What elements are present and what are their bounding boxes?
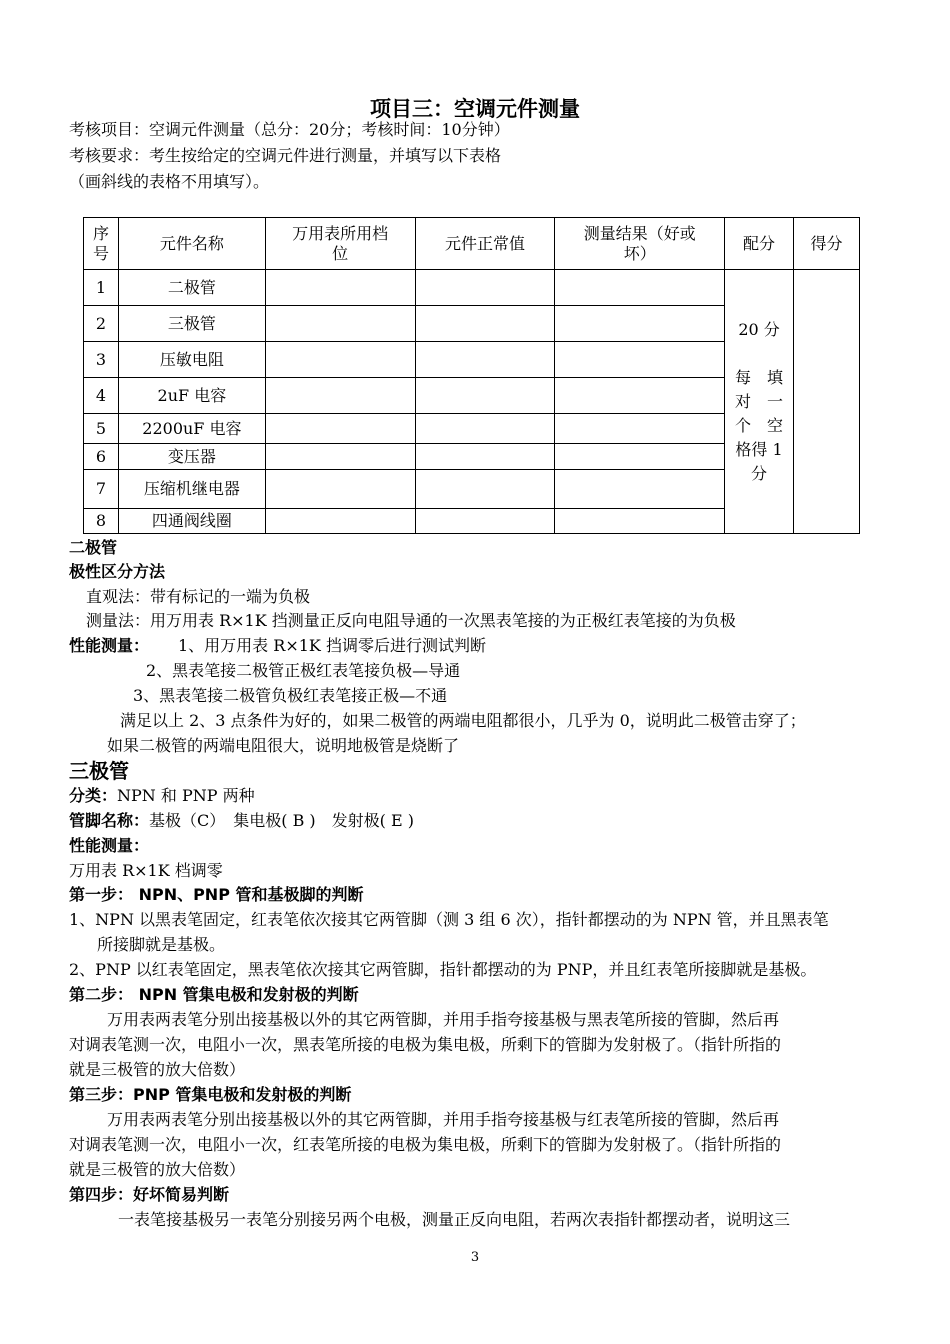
header-result: 测量结果（好或 坏） — [555, 218, 725, 270]
header-range: 万用表所用档 位 — [265, 218, 415, 270]
diode-perf-3: 3、黑表笔接二极管负极红表笔接正极—不通 — [133, 686, 448, 705]
header-no: 序 号 — [84, 218, 119, 270]
transistor-heading: 三极管 — [69, 759, 129, 783]
result-cell[interactable] — [555, 342, 725, 378]
table-row — [84, 270, 860, 306]
row-no: 8 — [84, 509, 119, 534]
range-cell[interactable] — [265, 342, 415, 378]
intro-line-2: 考核要求：考生按给定的空调元件进行测量，并填写以下表格 — [69, 146, 502, 165]
score-cell[interactable] — [794, 270, 860, 534]
transistor-class-text: NPN 和 PNP 两种 — [117, 786, 255, 805]
normal-value-cell[interactable] — [415, 509, 555, 534]
row-no: 7 — [84, 470, 119, 509]
result-cell[interactable] — [555, 444, 725, 470]
diode-visual-method: 直观法：带有标记的一端为负极 — [86, 587, 311, 606]
result-cell[interactable] — [555, 414, 725, 444]
page-title: 项目三：空调元件测量 — [370, 97, 580, 121]
transistor-pins-text: 基极（C） 集电极( B ) 发射极( E ) — [149, 811, 415, 830]
row-no: 6 — [84, 444, 119, 470]
intro-line-3: （画斜线的表格不用填写）。 — [69, 172, 270, 191]
result-cell[interactable] — [555, 270, 725, 306]
header-name: 元件名称 — [118, 218, 265, 270]
page-number: 3 — [470, 1250, 480, 1265]
step2-line-3: 就是三极管的放大倍数） — [69, 1060, 246, 1079]
transistor-zero: 万用表 R×1K 档调零 — [69, 861, 223, 880]
range-cell[interactable] — [265, 378, 415, 414]
range-cell[interactable] — [265, 306, 415, 342]
normal-value-cell[interactable] — [415, 342, 555, 378]
diode-perf-1: 1、用万用表 R×1K 挡调零后进行测试判断 — [178, 636, 486, 655]
range-cell[interactable] — [265, 470, 415, 509]
result-cell[interactable] — [555, 509, 725, 534]
transistor-class-line — [69, 785, 255, 807]
row-no: 3 — [84, 342, 119, 378]
step2-heading: 第二步： NPN 管集电极和发射极的判断 — [69, 985, 359, 1004]
step3-line-2: 对调表笔测一次，电阻小一次，红表笔所接的电极为集电极，所剩下的管脚为发射极了。（指针所指的 — [69, 1135, 782, 1154]
points-note: 20 分 每 填 对 一 个 空 格得 1 分 — [725, 270, 794, 534]
diode-measure-method: 测量法：用万用表 R×1K 挡测量正反向电阻导通的一次黑表笔接的为正极红表笔接的为负极 — [86, 611, 736, 630]
row-no: 5 — [84, 414, 119, 444]
step4-line-1: 一表笔接基极另一表笔分别接另两个电极，测量正反向电阻，若两次表指针都摆动者，说明这三 — [118, 1210, 791, 1229]
row-name: 压敏电阻 — [118, 342, 265, 378]
transistor-perf-label: 性能测量： — [69, 836, 150, 855]
normal-value-cell[interactable] — [415, 470, 555, 509]
result-cell[interactable] — [555, 306, 725, 342]
range-cell[interactable] — [265, 414, 415, 444]
step4-heading: 第四步：好坏简易判断 — [69, 1185, 230, 1204]
transistor-class-label: 分类： — [69, 786, 118, 805]
row-name: 压缩机继电器 — [118, 470, 265, 509]
header-score: 得分 — [794, 218, 860, 270]
diode-conclusion-2: 如果二极管的两端电阻很大，说明地极管是烧断了 — [107, 736, 460, 755]
diode-perf-label: 性能测量： — [69, 636, 150, 655]
step1-line-1: 1、NPN 以黑表笔固定，红表笔依次接其它两管脚（测 3 组 6 次），指针都摆动的为 NPN 管，并且黑表笔 — [69, 910, 829, 929]
step2-line-1: 万用表两表笔分别出接基极以外的其它两管脚，并用手指夸接基极与黑表笔所接的管脚，然后再 — [107, 1010, 780, 1029]
range-cell[interactable] — [265, 444, 415, 470]
row-name: 四通阀线圈 — [118, 509, 265, 534]
result-cell[interactable] — [555, 378, 725, 414]
intro-line-1: 考核项目：空调元件测量（总分：20分；考核时间：10分钟） — [69, 120, 510, 139]
normal-value-cell[interactable] — [415, 414, 555, 444]
transistor-pins-line — [69, 810, 414, 832]
normal-value-cell[interactable] — [415, 306, 555, 342]
row-no: 2 — [84, 306, 119, 342]
step1-heading: 第一步： NPN、PNP 管和基极脚的判断 — [69, 885, 364, 904]
step1-line-3: 2、PNP 以红表笔固定，黑表笔依次接其它两管脚，指针都摆动的为 PNP，并且红表笔所接脚就是基极。 — [69, 960, 817, 979]
step3-line-3: 就是三极管的放大倍数） — [69, 1160, 246, 1179]
step3-line-1: 万用表两表笔分别出接基极以外的其它两管脚，并用手指夸接基极与红表笔所接的管脚，然后再 — [107, 1110, 780, 1129]
diode-conclusion-1: 满足以上 2、3 点条件为好的，如果二极管的两端电阻都很小，几乎为 0，说明此二极管击穿了； — [120, 711, 806, 730]
normal-value-cell[interactable] — [415, 270, 555, 306]
step1-line-2: 所接脚就是基极。 — [97, 935, 226, 954]
polarity-heading: 极性区分方法 — [69, 562, 166, 581]
measurement-table — [83, 217, 860, 534]
row-name: 二极管 — [118, 270, 265, 306]
result-cell[interactable] — [555, 470, 725, 509]
header-normal-value: 元件正常值 — [415, 218, 555, 270]
normal-value-cell[interactable] — [415, 444, 555, 470]
row-name: 2uF 电容 — [118, 378, 265, 414]
range-cell[interactable] — [265, 270, 415, 306]
row-name: 2200uF 电容 — [118, 414, 265, 444]
row-no: 1 — [84, 270, 119, 306]
step2-line-2: 对调表笔测一次，电阻小一次，黑表笔所接的电极为集电极，所剩下的管脚为发射极了。（指针所指的 — [69, 1035, 782, 1054]
diode-heading: 二极管 — [69, 538, 118, 557]
diode-perf-2: 2、黑表笔接二极管正极红表笔接负极—导通 — [146, 661, 461, 680]
row-no: 4 — [84, 378, 119, 414]
row-name: 变压器 — [118, 444, 265, 470]
row-name: 三极管 — [118, 306, 265, 342]
transistor-pins-label: 管脚名称： — [69, 811, 150, 830]
table-header-row — [84, 218, 860, 270]
normal-value-cell[interactable] — [415, 378, 555, 414]
header-points: 配分 — [725, 218, 794, 270]
step3-heading: 第三步：PNP 管集电极和发射极的判断 — [69, 1085, 352, 1104]
range-cell[interactable] — [265, 509, 415, 534]
